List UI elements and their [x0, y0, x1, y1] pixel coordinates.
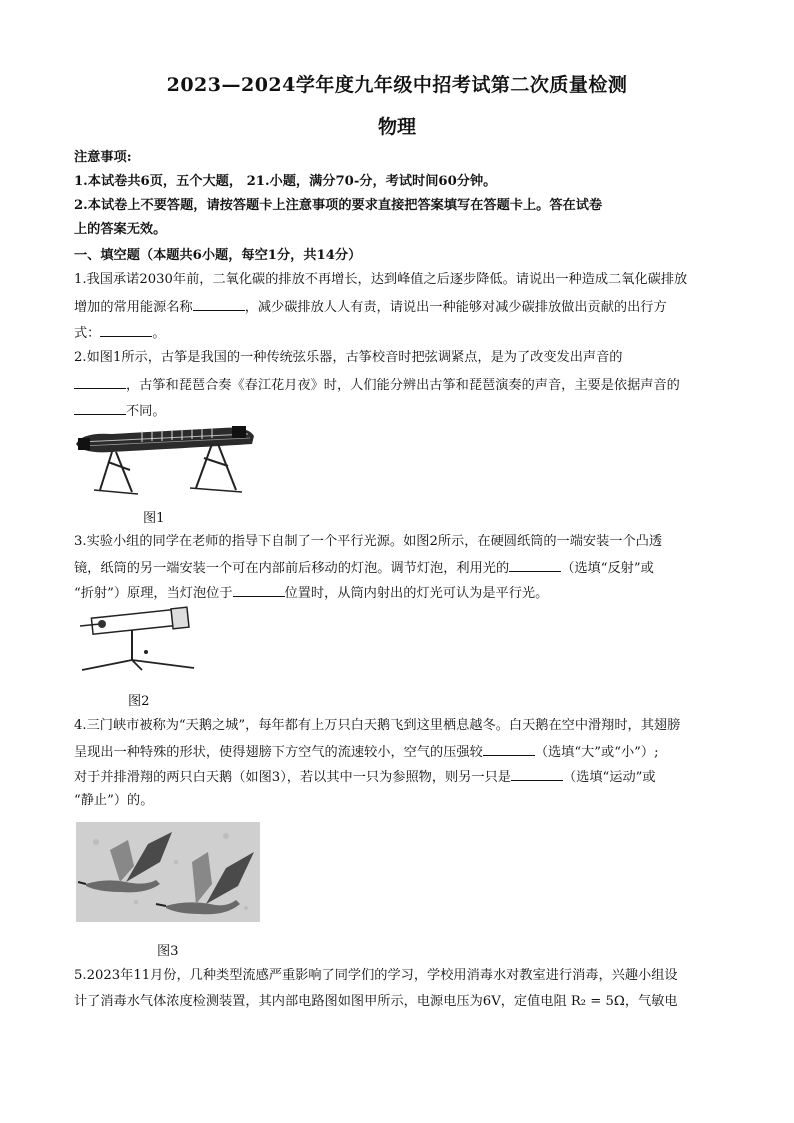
q4-line-4: “静止”）的。 [74, 793, 154, 808]
q1-line-2b: ，减少碳排放人人有责，请说出一种能够对减少碳排放做出贡献的出行方 [244, 300, 667, 315]
q4-line-2b: （选填“大”或“小”）; [534, 745, 659, 760]
q2-line-3-text: 不同。 [126, 404, 166, 419]
q3-line-2a: 镜，纸筒的另一端安装一个可在内部前后移动的灯泡。调节灯泡，利用光的 [74, 561, 510, 576]
q1-line-3b: 。 [152, 326, 166, 341]
q1-line-2a: 增加的常用能源名称 [74, 300, 193, 315]
q4-line-2a: 呈现出一种特殊的形状，使得翅膀下方空气的流速较小，空气的压强较 [74, 745, 483, 760]
q3-line-1: 3.实验小组的同学在老师的指导下自制了一个平行光源。如图2所示，在硬圆纸筒的一端安装一个凸透 [74, 534, 663, 549]
notice-item-1: 1.本试卷共6页，五个大题， 21.小题，满分70-分，考试时间60分钟。 [74, 174, 497, 189]
notice-heading: 注意事项: [74, 150, 132, 165]
answer-blank [100, 322, 152, 337]
q2-line-2 [74, 374, 724, 396]
answer-blank [233, 582, 285, 597]
q4-line-1: 4.三门峡市被称为“天鹅之城”，每年都有上万只白天鹅飞到这里栖息越冬。白天鹅在空中滑翔时，其翅膀 [74, 718, 681, 733]
light-source-figure [72, 604, 200, 676]
q4-line-3a: 对于并排滑翔的两只白天鹅（如图3），若以其中一只为参照物，则另一只是 [74, 770, 511, 785]
q4-line-3b: （选填“运动”或 [562, 770, 656, 785]
q3-line-3b: 位置时，从筒内射出的灯光可认为是平行光。 [284, 586, 549, 601]
q1-line-3 [74, 322, 724, 344]
answer-blank [483, 741, 535, 756]
subject-title: 物理 [377, 116, 416, 138]
q1-line-2 [74, 296, 724, 318]
q2-line-1: 2.如图1所示，古筝是我国的一种传统弦乐器，古筝校音时把弦调紧点，是为了改变发出声音的 [74, 350, 623, 365]
q4-line-2 [74, 741, 724, 763]
q5-line-1: 5.2023年11月份，几种类型流感严重影响了同学们的学习，学校用消毒水对教室进行消毒，兴趣小组设 [74, 968, 678, 983]
answer-blank [74, 400, 126, 415]
q1-line-1: 1.我国承诺2030年前，二氧化碳的排放不再增长，达到峰值之后逐步降低。请说出一种造成二氧化碳排放 [74, 272, 688, 287]
notice-item-2b: 上的答案无效。 [74, 222, 167, 237]
answer-blank [511, 766, 563, 781]
figure-1-caption: 图1 [143, 511, 165, 526]
q2-line-3 [74, 400, 724, 422]
figure-2-caption: 图2 [128, 694, 150, 709]
guzheng-figure [72, 422, 258, 498]
q3-line-3a: “折射”）原理，当灯泡位于 [74, 586, 233, 601]
answer-blank [74, 374, 126, 389]
q3-line-2b: （选填“反射”或 [561, 561, 654, 576]
section-heading: 一、填空题（本题共6小题，每空1分，共14分） [74, 248, 362, 263]
swans-figure [76, 822, 260, 922]
notice-item-2a: 2.本试卷上不要答题，请按答题卡上注意事项的要求直接把答案填写在答题卡上。答在试卷 [74, 198, 603, 213]
q3-line-3 [74, 582, 724, 604]
exam-title: 2023—2024学年度九年级中招考试第二次质量检测 [166, 74, 628, 96]
answer-blank [193, 296, 245, 311]
q4-line-3 [74, 766, 724, 788]
q2-line-2-text: ，古筝和琵琶合奏《春江花月夜》时，人们能分辨出古筝和琵琶演奏的声音，主要是依据声音的 [126, 378, 680, 393]
q3-line-2 [74, 557, 724, 579]
q5-line-2: 计了消毒水气体浓度检测装置，其内部电路图如图甲所示，电源电压为6V，定值电阻 R₂ = 5Ω，气敏电 [74, 994, 678, 1009]
figure-3-caption: 图3 [157, 944, 179, 959]
answer-blank [509, 557, 561, 572]
q1-line-3a: 式： [74, 326, 101, 341]
